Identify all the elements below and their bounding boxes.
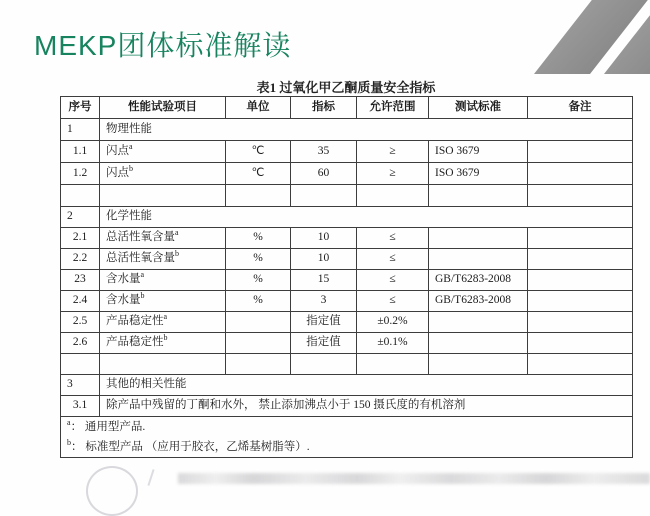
indicator-value: 35 xyxy=(291,141,357,163)
table-row xyxy=(61,249,633,270)
table-row xyxy=(61,119,633,141)
test-item: 总活性氧含量$^a$ xyxy=(100,228,226,249)
note xyxy=(528,270,633,291)
test-standard: GB/T6283-2008 xyxy=(429,270,528,291)
table-row xyxy=(61,185,633,207)
footnote-line: $^a$： 通用型产品. xyxy=(67,418,146,433)
row-number: 1.1 xyxy=(61,141,100,163)
empty-cell xyxy=(357,185,429,207)
test-item: 闪点$^b$ xyxy=(100,163,226,185)
allowed-range: ≤ xyxy=(357,249,429,270)
empty-cell xyxy=(291,354,357,375)
table-row xyxy=(61,396,633,417)
note xyxy=(528,249,633,270)
table-row xyxy=(61,333,633,354)
table-header-row xyxy=(61,97,633,119)
footnote-line: $^b$： 标准型产品 （应用于胶衣，乙烯基树脂等）. xyxy=(67,438,310,453)
column-header: 备注 xyxy=(528,97,633,119)
table-row xyxy=(61,354,633,375)
column-header: 指标 xyxy=(291,97,357,119)
section-label: 化学性能 xyxy=(100,207,633,228)
empty-cell xyxy=(528,185,633,207)
row-number: 1.2 xyxy=(61,163,100,185)
row-number: 1 xyxy=(61,119,100,141)
test-item: 总活性氧含量$^b$ xyxy=(100,249,226,270)
test-standard xyxy=(429,312,528,333)
span-text: 除产品中残留的丁酮和水外， 禁止添加沸点小于 150 摄氏度的有机溶剂 xyxy=(100,396,633,417)
unit: % xyxy=(226,249,291,270)
empty-cell xyxy=(291,185,357,207)
watermark-mark xyxy=(147,469,154,486)
page-title: MEKP团体标准解读 xyxy=(34,30,292,61)
row-number: 23 xyxy=(61,270,100,291)
row-number: 2.1 xyxy=(61,228,100,249)
indicator-value: 10 xyxy=(291,228,357,249)
row-number: 2.2 xyxy=(61,249,100,270)
indicator-value: 指定值 xyxy=(291,333,357,354)
unit: ℃ xyxy=(226,163,291,185)
footnote-row xyxy=(61,417,633,458)
allowed-range: ≥ xyxy=(357,141,429,163)
allowed-range: ≤ xyxy=(357,228,429,249)
test-item: 含水量$^b$ xyxy=(100,291,226,312)
note xyxy=(528,291,633,312)
diagonal-stripes-decoration xyxy=(532,0,650,76)
empty-cell xyxy=(61,185,100,207)
table-row xyxy=(61,163,633,185)
table-caption: 表1 过氧化甲乙酮质量安全指标 xyxy=(256,80,436,95)
test-item: 产品稳定性$^b$ xyxy=(100,333,226,354)
indicator-value: 15 xyxy=(291,270,357,291)
empty-cell xyxy=(357,354,429,375)
unit: ℃ xyxy=(226,141,291,163)
row-number: 3.1 xyxy=(61,396,100,417)
empty-cell xyxy=(226,185,291,207)
column-header: 单位 xyxy=(226,97,291,119)
table-row xyxy=(61,141,633,163)
empty-cell xyxy=(528,354,633,375)
footnotes xyxy=(61,417,633,458)
table-row xyxy=(61,291,633,312)
allowed-range: ±0.1% xyxy=(357,333,429,354)
unit xyxy=(226,312,291,333)
empty-cell xyxy=(226,354,291,375)
allowed-range: ≤ xyxy=(357,270,429,291)
indicator-value: 10 xyxy=(291,249,357,270)
test-standard: ISO 3679 xyxy=(429,141,528,163)
table-row xyxy=(61,207,633,228)
indicator-value: 60 xyxy=(291,163,357,185)
unit: % xyxy=(226,270,291,291)
test-item: 闪点$^a$ xyxy=(100,141,226,163)
note xyxy=(528,333,633,354)
row-number: 2 xyxy=(61,207,100,228)
empty-cell xyxy=(100,185,226,207)
allowed-range: ±0.2% xyxy=(357,312,429,333)
spec-table xyxy=(60,96,633,458)
unit: % xyxy=(226,228,291,249)
note xyxy=(528,228,633,249)
table-row xyxy=(61,312,633,333)
note xyxy=(528,312,633,333)
allowed-range: ≤ xyxy=(357,291,429,312)
watermark-circle xyxy=(86,466,138,516)
column-header: 序号 xyxy=(61,97,100,119)
table-row xyxy=(61,375,633,396)
test-standard: GB/T6283-2008 xyxy=(429,291,528,312)
test-item: 产品稳定性$^a$ xyxy=(100,312,226,333)
section-label: 其他的相关性能 xyxy=(100,375,633,396)
indicator-value: 指定值 xyxy=(291,312,357,333)
row-number: 3 xyxy=(61,375,100,396)
test-standard xyxy=(429,333,528,354)
indicator-value: 3 xyxy=(291,291,357,312)
test-item: 含水量$^a$ xyxy=(100,270,226,291)
test-standard: ISO 3679 xyxy=(429,163,528,185)
allowed-range: ≥ xyxy=(357,163,429,185)
column-header: 性能试验项目 xyxy=(100,97,226,119)
row-number: 2.4 xyxy=(61,291,100,312)
note xyxy=(528,141,633,163)
table-row xyxy=(61,228,633,249)
empty-cell xyxy=(61,354,100,375)
row-number: 2.6 xyxy=(61,333,100,354)
column-header: 测试标准 xyxy=(429,97,528,119)
empty-cell xyxy=(429,354,528,375)
section-label: 物理性能 xyxy=(100,119,633,141)
test-standard xyxy=(429,228,528,249)
test-standard xyxy=(429,249,528,270)
unit: % xyxy=(226,291,291,312)
watermark-streak xyxy=(178,473,650,484)
column-header: 允许范围 xyxy=(357,97,429,119)
table-row xyxy=(61,270,633,291)
empty-cell xyxy=(100,354,226,375)
note xyxy=(528,163,633,185)
unit xyxy=(226,333,291,354)
row-number: 2.5 xyxy=(61,312,100,333)
empty-cell xyxy=(429,185,528,207)
